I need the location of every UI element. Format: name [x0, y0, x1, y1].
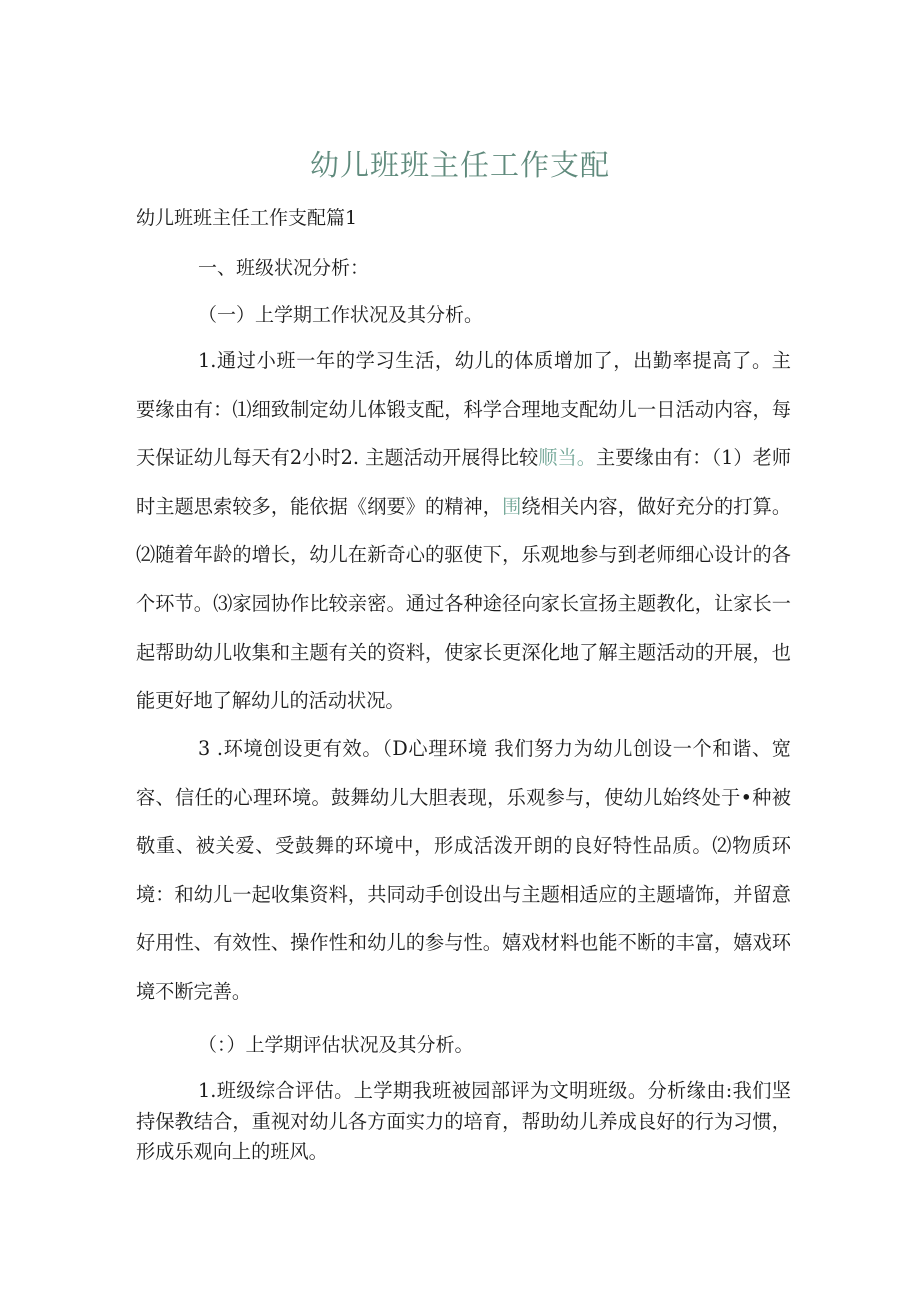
document-title: 幼儿班班主任工作支配: [309, 148, 610, 182]
paragraph-3: 1.班级综合评估。上学期我班被园部评为文明班级。分析缘由:我们坚持保教结合，重视对幼儿各方面实力的培育，帮助幼儿养成良好的行为习惯，形成乐观向上的班风。: [136, 1079, 791, 1163]
paragraph-1-part-c: 绕相关内容，做好充分的打算。⑵随着年龄的增长，幼儿在新奇心的驱使下，乐观地参与到老师细心设计的各个环节。⑶家园协作比较亲密。通过各种途径向家长宣扬主题教化，让家长一起帮助幼儿收集和主题有关的资料，使家长更深化地了解主题活动的开展，也能更好地了解幼儿的活动状况。: [136, 494, 792, 713]
paragraph-1-highlight-1: 顺当。: [538, 446, 596, 470]
paragraph-2: 3 .环境创设更有效。（D心理环境 我们努力为幼儿创设一个和谐、宽容、信任的心理环境。鼓舞幼儿大胆表现，乐观参与，使幼儿始终处于•种被敬重、被关爱、受鼓舞的环境中，形成活泼开朗的良好特性品质。⑵物质环境：和幼儿一起收集资料，共同动手创设出与主题相适应的主题墙饰，并留意好用性、有效性、操作性和幼儿的参与性。嬉戏材料也能不断的丰富，嬉戏环境不断完善。: [136, 737, 791, 1003]
paragraph-1: [136, 337, 791, 726]
document-subtitle: 幼儿班班主任工作支配篇1: [136, 207, 358, 229]
paragraph-1-part-a: 1.通过小班一年的学习生活，幼儿的体质增加了，出勤率提高了。主要缘由有：⑴细致制定幼儿体锻支配，科学合理地支配幼儿一日活动内容，每天保证幼儿每天有2小时2. 主题活动开展得比较: [136, 349, 791, 470]
section-heading-1: 一、班级状况分析：: [198, 257, 370, 279]
section-heading-1-1: （一）上学期工作状况及其分析。: [198, 304, 484, 326]
paragraph-1-part-b: 主要缘由有：（1）老师时主题思索较多，能依据《纲要》的精神，: [136, 446, 792, 518]
paragraph-1-highlight-2: 围: [502, 494, 522, 518]
section-heading-1-2: （：）上学期评估状况及其分析。: [198, 1034, 474, 1056]
